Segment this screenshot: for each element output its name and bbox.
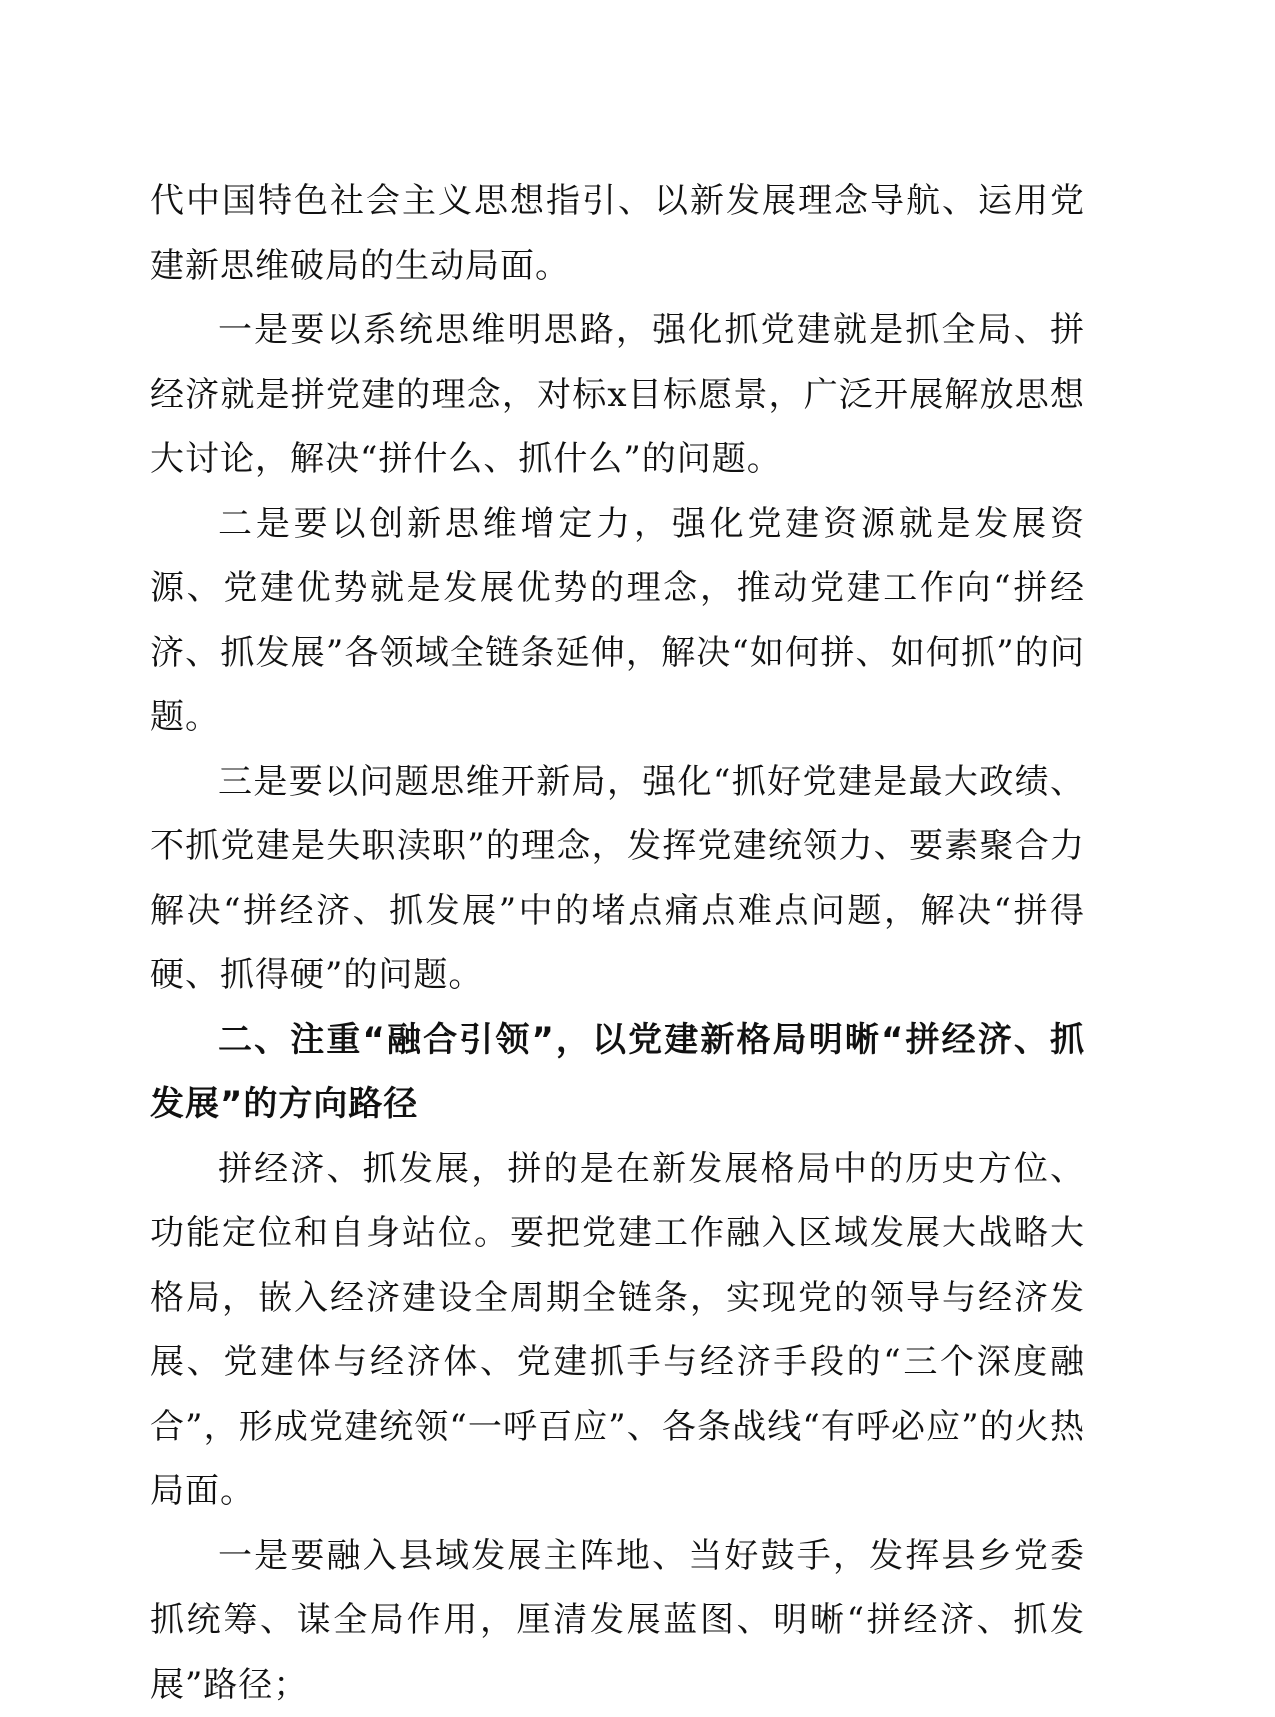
paragraph-continuation: 代中国特色社会主义思想指引、以新发展理念导航、运用党建新思维破局的生动局面。 [150, 169, 1085, 298]
paragraph-innovation-thinking: 二是要以创新思维增定力，强化党建资源就是发展资源、党建优势就是发展优势的理念，推动党建工作向“拼经济、抓发展”各领域全链条延伸，解决“如何拼、如何抓”的问题。 [150, 492, 1085, 750]
paragraph-section-intro: 拼经济、抓发展，拼的是在新发展格局中的历史方位、功能定位和自身站位。要把党建工作融入区域发展大战略大格局，嵌入经济建设全周期全链条，实现党的领导与经济发展、党建体与经济体、党建抓手与经济手段的“三个深度融合”，形成党建统领“一呼百应”、各条战线“有呼必应”的火热局面。 [150, 1137, 1085, 1524]
document-page [150, 169, 1085, 1717]
paragraph-problem-thinking: 三是要以问题思维开新局，强化“抓好党建是最大政绩、不抓党建是失职渎职”的理念，发挥党建统领力、要素聚合力解决“拼经济、抓发展”中的堵点痛点难点问题，解决“拼得硬、抓得硬”的问题。 [150, 750, 1085, 1008]
section-heading: 二、注重“融合引领”，以党建新格局明晰“拼经济、抓发展”的方向路径 [150, 1008, 1085, 1137]
paragraph-systems-thinking: 一是要以系统思维明思路，强化抓党建就是抓全局、拼经济就是拼党建的理念，对标x目标愿景，广泛开展解放思想大讨论，解决“拼什么、抓什么”的问题。 [150, 298, 1085, 492]
paragraph-county-development: 一是要融入县域发展主阵地、当好鼓手，发挥县乡党委抓统筹、谋全局作用，厘清发展蓝图、明晰“拼经济、抓发展”路径； [150, 1524, 1085, 1717]
